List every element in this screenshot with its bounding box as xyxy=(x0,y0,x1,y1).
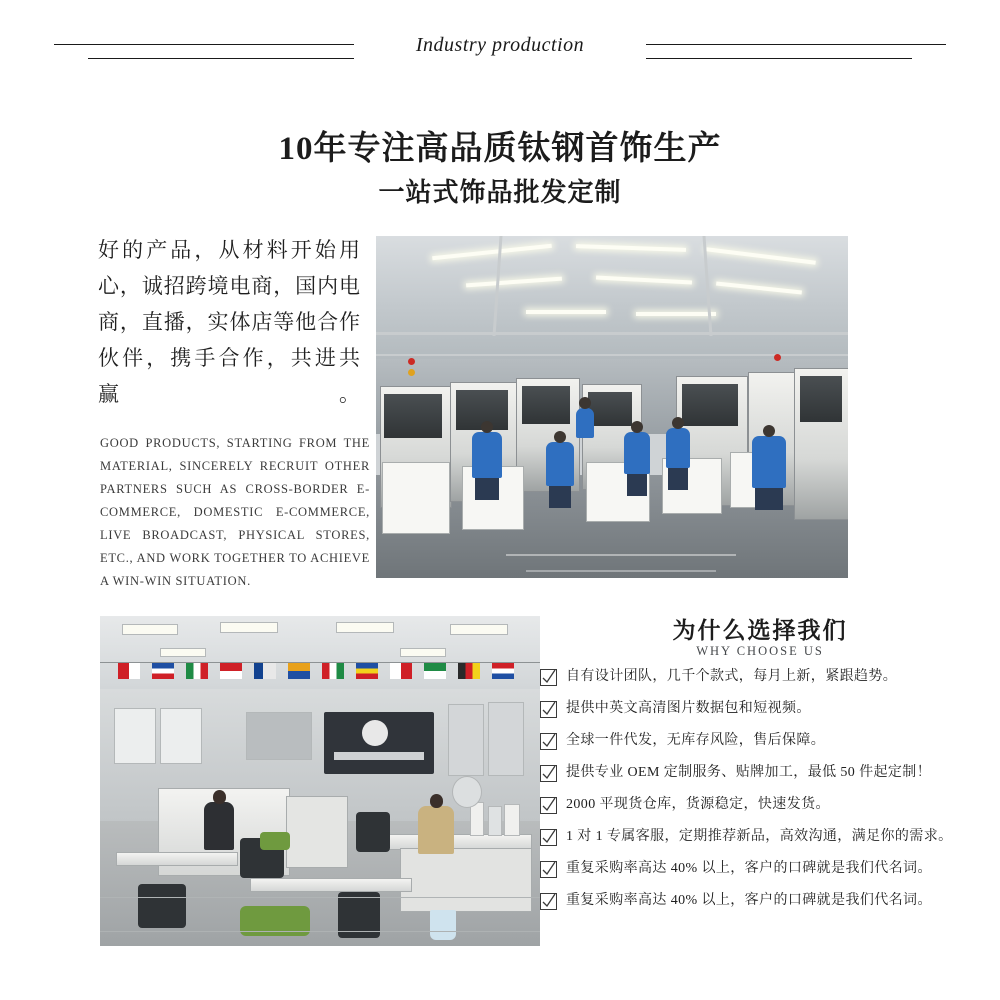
intro-paragraph-english: GOOD PRODUCTS, STARTING FROM THE MATERIAL, SINCERELY RECRUIT OTHER PARTNERS SUCH AS CROSS-BORDER E-COMMERCE, DOMESTIC E-COMMERCE, LIVE BROADCAST, PHYSICAL STORES, ETC., AND WORK TOGETHER TO ACHIEVE A WIN-WIN SITUATION. xyxy=(100,436,370,588)
list-item xyxy=(540,698,960,724)
list-item-label: 自有设计团队，几千个款式，每月上新，紧跟趋势。 xyxy=(566,669,898,684)
factory-photo xyxy=(376,236,848,578)
check-box-icon xyxy=(540,893,557,910)
list-item-label: 1 对 1 专属客服，定期推荐新品，高效沟通，满足你的需求。 xyxy=(566,829,953,844)
list-item-label: 重复采购率高达 40% 以上，客户的口碑就是我们代名词。 xyxy=(566,861,932,876)
list-item xyxy=(540,858,960,884)
list-item xyxy=(540,730,960,756)
page-title: 10年专注高品质钛钢首饰生产 xyxy=(278,131,722,167)
why-choose-us-title: 为什么选择我们 xyxy=(672,618,848,643)
page-header-banner xyxy=(0,0,1000,96)
page-subtitle: 一站式饰品批发定制 xyxy=(378,178,622,207)
list-item-label: 2000 平现货仓库，货源稳定，快速发货。 xyxy=(566,797,830,812)
list-item xyxy=(540,794,960,820)
why-choose-us-subtitle: WHY CHOOSE US xyxy=(696,644,824,658)
list-item-label: 重复采购率高达 40% 以上，客户的口碑就是我们代名词。 xyxy=(566,893,932,908)
check-box-icon xyxy=(540,733,557,750)
list-item xyxy=(540,826,960,852)
why-choose-us-list xyxy=(540,666,960,922)
intro-paragraph-chinese: 好的产品，从材料开始用心，诚招跨境电商，国内电商，直播，实体店等他合作伙伴，携手合作，共进共赢。 xyxy=(98,238,360,406)
banner-title: Industry production xyxy=(415,34,585,56)
list-item xyxy=(540,762,960,788)
list-item-label: 提供中英文高清图片数据包和短视频。 xyxy=(566,701,811,716)
check-box-icon xyxy=(540,701,557,718)
check-box-icon xyxy=(540,861,557,878)
check-box-icon xyxy=(540,829,557,846)
list-item xyxy=(540,890,960,916)
check-box-icon xyxy=(540,797,557,814)
list-item-label: 全球一件代发，无库存风险，售后保障。 xyxy=(566,733,826,748)
check-box-icon xyxy=(540,765,557,782)
list-item-label: 提供专业 OEM 定制服务、贴牌加工，最低 50 件起定制！ xyxy=(566,765,932,780)
office-photo xyxy=(100,616,540,946)
list-item xyxy=(540,666,960,692)
header-rule-right xyxy=(646,36,946,66)
check-box-icon xyxy=(540,669,557,686)
